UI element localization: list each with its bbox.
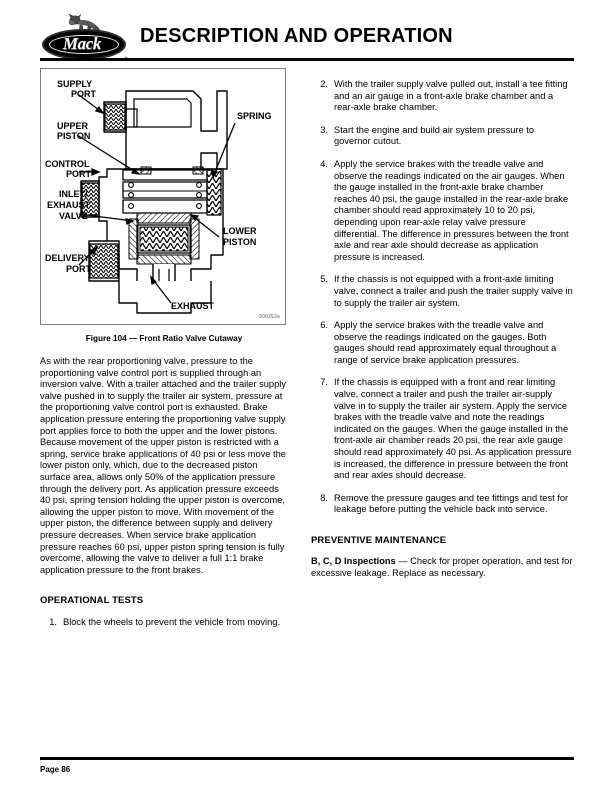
list-item: [311, 377, 573, 481]
label-supply-port-line1: SUPPLY: [57, 79, 93, 89]
preventive-maintenance-heading: PREVENTIVE MAINTENANCE: [311, 535, 447, 546]
step-number: 7.: [320, 377, 328, 388]
label-delivery-port-line2: PORT: [66, 264, 92, 274]
list-item: [311, 125, 573, 148]
list-item: [311, 274, 573, 309]
label-lower-piston-line2: PISTON: [223, 237, 257, 247]
step-text: If the chassis is not equipped with a front-axle limiting valve, connect a trailer and push the trailer supply valve in to supply the trailer air system.: [334, 274, 573, 308]
logo-wordmark: Mack: [62, 34, 102, 53]
label-spring: SPRING: [237, 111, 272, 121]
operational-tests-heading: OPERATIONAL TESTS: [40, 595, 144, 607]
step-number: 6.: [320, 320, 328, 331]
label-inlet-exhaust-line1: INLET/: [59, 189, 88, 199]
step-number: 1.: [49, 617, 57, 628]
page-number: Page 86: [40, 765, 71, 774]
label-control-port-line2: PORT: [66, 169, 92, 179]
figure-caption: Figure 104 — Front Ratio Valve Cutaway: [85, 334, 243, 343]
right-column: [311, 68, 573, 579]
step-text: Apply the service brakes with the treadle valve and observe the readings indicated on the air gauges. When the gauge installed in the front-axle brake chamber reaches 40 psi, the gauge installed in the rear-axle brake chamber should read approximately 10 to 20 psi, depending upon rear-axle relay valve pressure differential. The difference in pressures between the front axle and rear axle should decrease as application pressure is increased.: [334, 158, 569, 262]
figure-container: [40, 68, 286, 325]
label-supply-port-line2: PORT: [71, 89, 97, 99]
page-header: [0, 0, 612, 62]
list-item: [311, 320, 573, 366]
label-exhaust: EXHAUST: [171, 301, 215, 311]
left-column: [40, 68, 288, 629]
list-item: [311, 159, 573, 263]
mack-logo: [40, 12, 128, 60]
figure-reference-number: 500253a: [259, 314, 280, 320]
label-upper-piston-line1: UPPER: [57, 121, 89, 131]
step-text: Remove the pressure gauges and tee fittings and test for leakage before putting the vehicle back into service.: [334, 492, 569, 515]
step-number: 5.: [320, 274, 328, 285]
step-number: 2.: [320, 79, 328, 89]
operational-tests-step-list: [40, 617, 288, 629]
description-paragraph: As with the rear proportioning valve, pressure to the proportioning valve control port is supplied through an inversion valve. With a trailer attached and the trailer supply valve pushed in to supply the trailer air system, pressure at the proportioning valve control port is exhausted. Brake application pressure entering the proportioning valve supply port applies force to both the upper and the lower pistons. Because movement of the upper piston is restricted with a spring, service brake applications of 40 psi or less move the lower piston only, which, due to the decreased piston surface area, allows only 50% of the application pressure through the delivery port. As application pressure exceeds 40 psi, spring tension holding the upper piston is overcome, allowing the upper piston to move. With movement of the upper piston, the difference between supply and delivery pressure decreases. When service brake application pressure reaches 60 psi, upper piston spring tension is fully overcome, allowing the valve to deliver a full 1:1 brake application pressure to the front brakes.: [40, 356, 286, 575]
step-number: 8.: [320, 492, 328, 503]
procedure-step-list: [311, 79, 573, 516]
step-number: 3.: [320, 124, 328, 135]
pm-inspections-text: — Check for proper operation, and test for excessive leakage. Replace as necessary.: [311, 556, 573, 578]
step-text: If the chassis is equipped with a front and rear limiting valve, connect a trailer and push the trailer air-supply valve in to supply the trailer air system. Apply the service brakes with the treadle valve and note the readings indicated on the gauges. When the gauge installed in the front-axle air chamber reads 20 psi, the rear axle gauge should read approximately 40 psi. As application pressure is increased, the difference in pressure between the front and rear axles should decrease.: [334, 377, 572, 481]
preventive-maintenance-paragraph: [311, 556, 573, 579]
footer-divider: [40, 757, 574, 760]
label-upper-piston-line2: PISTON: [57, 131, 91, 141]
list-item: [311, 493, 573, 516]
page-title: DESCRIPTION AND OPERATION: [140, 25, 453, 47]
step-number: 4.: [320, 158, 328, 169]
step-text: Block the wheels to prevent the vehicle from moving.: [63, 617, 281, 628]
list-item: [311, 79, 573, 114]
header-divider: [40, 58, 574, 61]
list-item: [40, 617, 288, 629]
step-text: Apply the service brakes with the treadle valve and observe the readings indicated on the gauges. Both gauges should read approximately equal throughout a range of service brake application pressures.: [334, 320, 557, 365]
label-delivery-port-line1: DELIVERY: [45, 253, 90, 263]
label-control-port-line1: CONTROL: [45, 159, 90, 169]
label-lower-piston-line1: LOWER: [223, 226, 257, 236]
step-text: Start the engine and build air system pressure to governor cutout.: [334, 124, 534, 147]
label-inlet-exhaust-line3: VALVE: [59, 211, 88, 221]
front-ratio-valve-cutaway-diagram: [41, 69, 284, 323]
pm-inspections-label: B, C, D Inspections: [311, 556, 396, 566]
label-inlet-exhaust-line2: EXHAUST: [47, 200, 91, 210]
step-text: With the trailer supply valve pulled out, install a tee fitting and an air gauge in a front-axle brake chamber and a rear-axle brake chamber.: [334, 79, 568, 113]
